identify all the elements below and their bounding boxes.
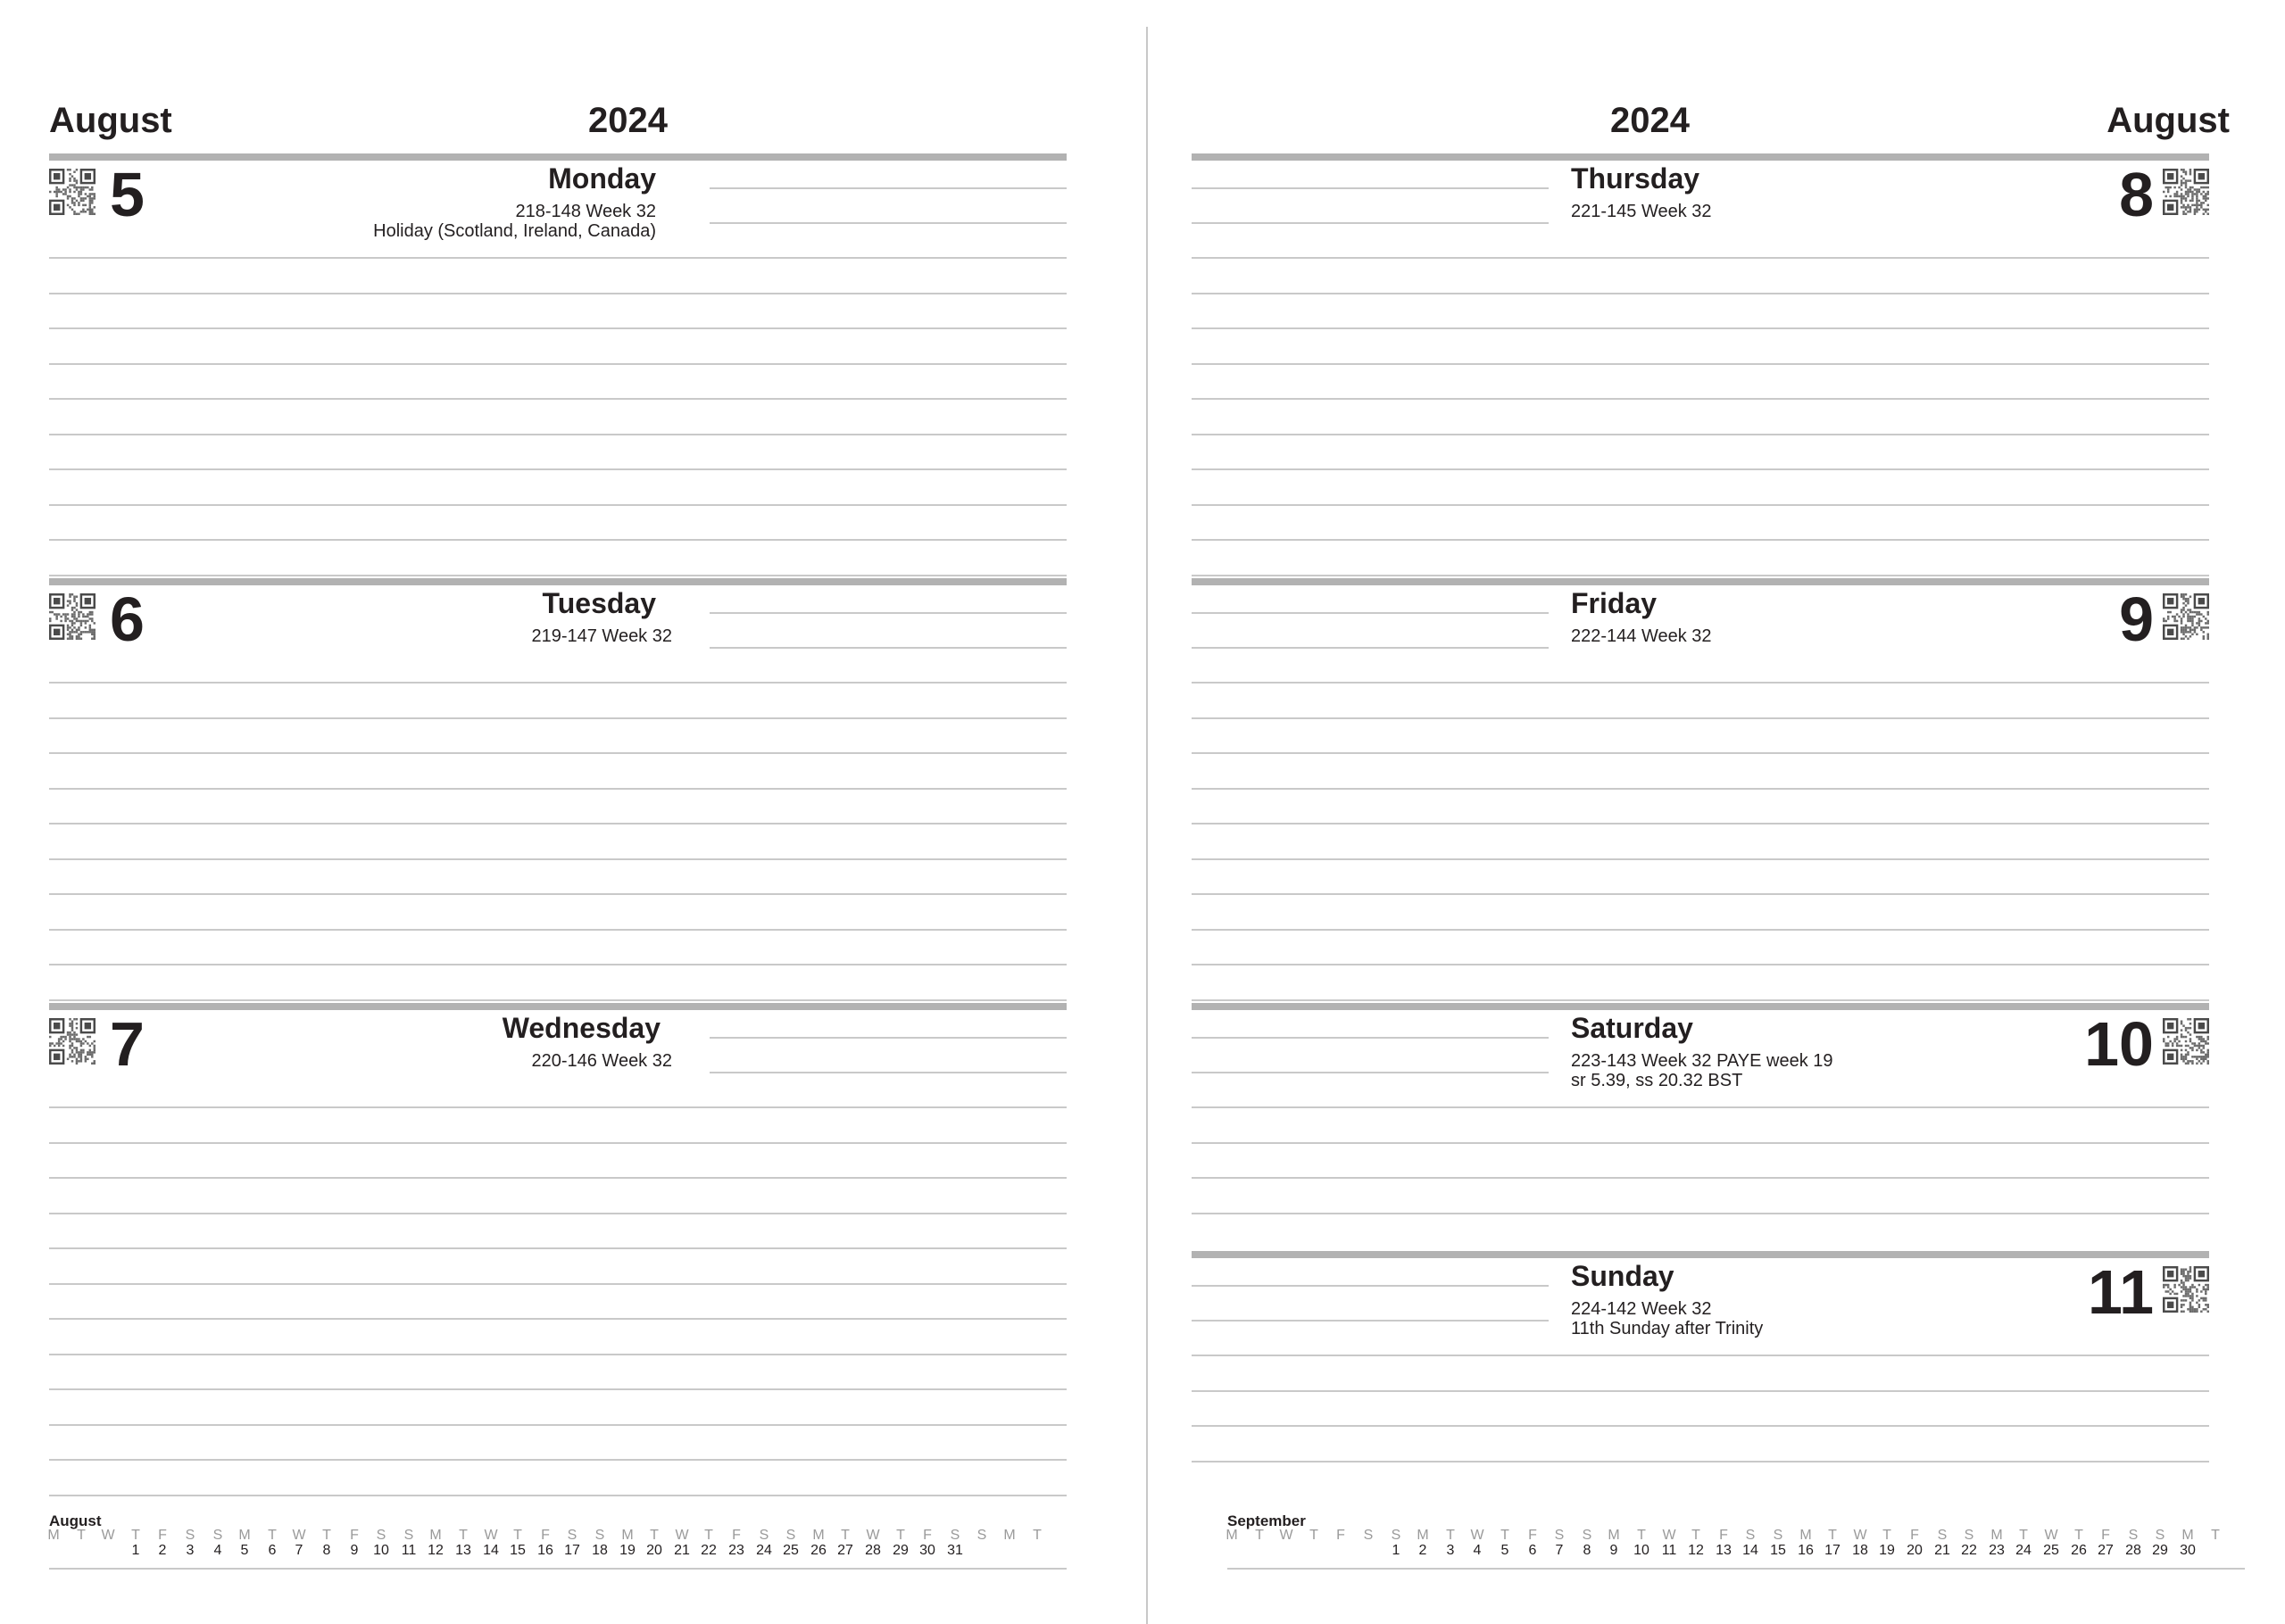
writing-line[interactable] [49,327,1067,329]
writing-line[interactable] [49,434,1067,435]
mini-calendar-weekday-letter: T [1033,1528,1042,1543]
day-block-thursday [1192,153,2209,578]
mini-calendar-date[interactable]: 11 [401,1543,417,1558]
writing-line-short[interactable] [1192,1072,1549,1073]
writing-line[interactable] [49,1495,1067,1496]
day-divider-bar [1192,1003,2209,1010]
mini-calendar-weekday-letter: S [1363,1528,1374,1543]
right-month-header: August [2106,101,2230,140]
writing-line[interactable] [49,1106,1067,1108]
mini-calendar-date[interactable]: 2 [158,1543,167,1558]
mini-calendar-weekday-letter: M [1608,1528,1620,1543]
day-block-sunday [1192,1251,2209,1499]
day-block-wednesday [49,1003,1067,1499]
mini-calendar-weekday-letter: T [1309,1528,1318,1543]
mini-calendar-date[interactable]: 29 [893,1543,909,1558]
writing-line-short[interactable] [710,647,1067,649]
mini-calendar-weekday-letter: W [292,1528,306,1543]
day-block-tuesday [49,578,1067,1003]
writing-line[interactable] [49,788,1067,790]
mini-calendar-date[interactable]: 23 [728,1543,744,1558]
mini-calendar-date[interactable]: 19 [1879,1543,1895,1558]
writing-line[interactable] [49,257,1067,259]
writing-line[interactable] [49,1318,1067,1320]
writing-line-short[interactable] [710,1072,1067,1073]
mini-calendar-weekday-letter: F [158,1528,167,1543]
writing-line[interactable] [49,1354,1067,1355]
mini-calendar-date[interactable]: 10 [373,1543,389,1558]
writing-line[interactable] [1192,504,2209,506]
day-name: Monday [548,162,656,195]
day-info: 220-146 Week 32 [531,1051,672,1071]
mini-calendar-date[interactable]: 3 [1446,1543,1455,1558]
mini-calendar-date[interactable]: 12 [1688,1543,1704,1558]
day-block-monday [49,153,1067,578]
mini-calendar-weekday-letter: F [541,1528,550,1543]
mini-calendar-date[interactable]: 7 [295,1543,303,1558]
day-info: 222-144 Week 32 [1571,626,1712,646]
writing-line-short[interactable] [710,1037,1067,1039]
day-divider-bar [1192,153,2209,161]
mini-calendar-date[interactable]: 15 [1770,1543,1786,1558]
mini-calendar-date[interactable]: 14 [1742,1543,1758,1558]
mini-calendar-date[interactable]: 4 [213,1543,222,1558]
qr-code-icon [49,593,96,640]
mini-calendar-weekday-letter: S [976,1528,987,1543]
mini-calendar-weekday-letter: S [2155,1528,2165,1543]
right-page [1142,0,2285,1615]
mini-calendar-date[interactable]: 26 [810,1543,827,1558]
day-name: Tuesday [542,587,656,619]
mini-calendar-date[interactable]: 21 [1934,1543,1950,1558]
writing-line[interactable] [49,575,1067,576]
day-number: 6 [110,584,145,654]
day-divider-bar [49,153,1067,161]
mini-calendar-date[interactable]: 25 [2043,1543,2059,1558]
mini-calendar-weekday-letter: S [403,1528,414,1543]
mini-calendar-weekday-letter: T [1882,1528,1891,1543]
mini-calendar-baseline [1227,1568,2245,1570]
mini-calendar-weekday-letter: S [950,1528,960,1543]
mini-calendar-weekday-letter: M [2181,1528,2194,1543]
mini-calendar-weekday-letter: S [1964,1528,1974,1543]
mini-calendar-date[interactable]: 26 [2071,1543,2087,1558]
writing-line[interactable] [49,1142,1067,1144]
day-info: 219-147 Week 32 [531,626,672,646]
mini-calendar-date[interactable]: 13 [455,1543,471,1558]
day-number: 10 [2084,1009,2154,1079]
mini-calendar-date[interactable]: 13 [1716,1543,1732,1558]
day-note: Holiday (Scotland, Ireland, Canada) [373,221,656,241]
mini-calendar-month: August [49,1512,102,1529]
qr-code-icon [49,169,96,215]
mini-calendar-weekday-letter: S [759,1528,769,1543]
writing-line-short[interactable] [710,222,1067,224]
writing-line[interactable] [49,1283,1067,1285]
mini-calendar-weekday-letter: S [785,1528,796,1543]
mini-calendar-baseline [49,1568,1067,1570]
writing-line-short[interactable] [1192,1037,1549,1039]
mini-calendar-weekday-letter: M [1417,1528,1429,1543]
day-info: 221-145 Week 32 [1571,202,1712,221]
left-month-header: August [49,101,172,140]
mini-calendar-weekday-letter: T [704,1528,713,1543]
mini-calendar-date[interactable]: 6 [268,1543,277,1558]
mini-calendar-date[interactable]: 22 [701,1543,717,1558]
mini-calendar-weekday-letter: T [841,1528,850,1543]
mini-calendar-weekday-letter: W [1853,1528,1867,1543]
day-note: sr 5.39, ss 20.32 BST [1571,1071,1743,1090]
mini-calendar-weekday-letter: S [212,1528,223,1543]
mini-calendar-date[interactable]: 18 [1852,1543,1868,1558]
writing-line[interactable] [49,539,1067,541]
mini-calendar-weekday-letter: F [350,1528,359,1543]
mini-calendar-weekday-letter: W [101,1528,115,1543]
writing-line[interactable] [1192,293,2209,294]
writing-line[interactable] [49,682,1067,684]
mini-calendar-date[interactable]: 6 [1528,1543,1537,1558]
mini-calendar-date[interactable]: 27 [2098,1543,2114,1558]
qr-code-icon [49,1018,96,1065]
writing-line[interactable] [1192,788,2209,790]
mini-calendar-date[interactable]: 30 [919,1543,935,1558]
day-name: Saturday [1571,1012,1693,1044]
mini-calendar-date[interactable]: 10 [1633,1543,1649,1558]
mini-calendar-weekday-letter: M [238,1528,251,1543]
mini-calendar-weekday-letter: T [77,1528,86,1543]
mini-calendar-september [1227,1512,2245,1570]
mini-calendar-weekday-letter: W [1662,1528,1676,1543]
mini-calendar-date[interactable]: 14 [483,1543,499,1558]
mini-calendar-weekday-letter: F [2101,1528,2110,1543]
mini-calendar-weekday-letter: T [513,1528,522,1543]
writing-line[interactable] [49,504,1067,506]
writing-line[interactable] [49,1177,1067,1179]
mini-calendar-weekday-letter: T [896,1528,905,1543]
writing-line[interactable] [1192,999,2209,1001]
writing-line-short[interactable] [1192,222,1549,224]
writing-line[interactable] [49,752,1067,754]
mini-calendar-date[interactable]: 28 [865,1543,881,1558]
day-divider-bar [1192,1251,2209,1258]
mini-calendar-weekday-letter: T [1255,1528,1264,1543]
mini-calendar-date[interactable]: 16 [537,1543,553,1558]
mini-calendar-date[interactable]: 5 [240,1543,249,1558]
writing-line[interactable] [49,823,1067,824]
writing-line[interactable] [49,1247,1067,1249]
mini-calendar-date[interactable]: 4 [1473,1543,1482,1558]
qr-code-icon [2163,1018,2209,1065]
writing-line[interactable] [49,964,1067,965]
writing-line[interactable] [1192,1177,2209,1179]
qr-code-icon [2163,593,2209,640]
mini-calendar-weekday-letter: W [675,1528,689,1543]
mini-calendar-weekday-letter: F [923,1528,932,1543]
writing-line[interactable] [1192,682,2209,684]
mini-calendar-date[interactable]: 20 [1907,1543,1923,1558]
writing-line[interactable] [49,363,1067,365]
day-number: 7 [110,1009,145,1079]
mini-calendar-weekday-letter: W [1470,1528,1484,1543]
writing-line-short[interactable] [1192,1285,1549,1287]
mini-calendar-date[interactable]: 24 [2015,1543,2032,1558]
day-number: 9 [2119,584,2154,654]
mini-calendar-weekday-letter: S [376,1528,386,1543]
mini-calendar-date[interactable]: 28 [2125,1543,2141,1558]
mini-calendar-weekday-letter: T [2019,1528,2028,1543]
day-name: Sunday [1571,1260,1674,1292]
writing-line-short[interactable] [1192,647,1549,649]
writing-line[interactable] [1192,1461,2209,1462]
writing-line[interactable] [49,929,1067,931]
mini-calendar-weekday-letter: M [1226,1528,1238,1543]
mini-calendar-weekday-letter: T [268,1528,277,1543]
day-divider-bar [49,1003,1067,1010]
mini-calendar-weekday-letter: F [1336,1528,1345,1543]
writing-line[interactable] [1192,1142,2209,1144]
left-year-header: 2024 [588,101,668,140]
mini-calendar-weekday-letter: W [484,1528,498,1543]
writing-line[interactable] [49,858,1067,860]
mini-calendar-weekday-letter: T [131,1528,140,1543]
day-number: 5 [110,160,145,229]
mini-calendar-weekday-letter: T [1637,1528,1646,1543]
mini-calendar-date[interactable]: 12 [428,1543,444,1558]
day-note: 11th Sunday after Trinity [1571,1319,1764,1338]
mini-calendar-date[interactable]: 5 [1500,1543,1509,1558]
mini-calendar-weekday-letter: F [1910,1528,1919,1543]
mini-calendar-date[interactable]: 1 [131,1543,140,1558]
mini-calendar-weekday-letter: M [621,1528,634,1543]
mini-calendar-weekday-letter: W [1279,1528,1293,1543]
mini-calendar-date[interactable]: 19 [619,1543,636,1558]
mini-calendar-weekday-letter: T [1446,1528,1455,1543]
mini-calendar-date[interactable]: 27 [837,1543,853,1558]
writing-line[interactable] [1192,575,2209,576]
right-year-header: 2024 [1610,101,1690,140]
mini-calendar-weekday-letter: T [2211,1528,2220,1543]
writing-line[interactable] [49,1213,1067,1214]
mini-calendar-date[interactable]: 21 [674,1543,690,1558]
mini-calendar-date[interactable]: 15 [510,1543,526,1558]
mini-calendar-date[interactable]: 25 [783,1543,799,1558]
mini-calendar-date[interactable]: 17 [564,1543,580,1558]
writing-line[interactable] [49,717,1067,719]
mini-calendar-date[interactable]: 22 [1961,1543,1977,1558]
qr-code-icon [2163,1266,2209,1313]
writing-line[interactable] [1192,398,2209,400]
writing-line[interactable] [49,999,1067,1001]
mini-calendar-weekday-letter: T [650,1528,659,1543]
mini-calendar-date[interactable]: 1 [1392,1543,1400,1558]
day-block-saturday [1192,1003,2209,1251]
day-number: 11 [2088,1257,2154,1327]
mini-calendar-weekday-letter: S [1745,1528,1756,1543]
mini-calendar-weekday-letter: T [322,1528,331,1543]
mini-calendar-date[interactable]: 9 [1609,1543,1618,1558]
mini-calendar-date[interactable]: 24 [756,1543,772,1558]
mini-calendar-weekday-letter: W [2044,1528,2058,1543]
left-page [0,0,1142,1615]
mini-calendar-date[interactable]: 18 [592,1543,608,1558]
writing-line[interactable] [49,468,1067,470]
mini-calendar-weekday-letter: M [1799,1528,1812,1543]
mini-calendar-date[interactable]: 30 [2180,1543,2196,1558]
mini-calendar-date[interactable]: 2 [1418,1543,1427,1558]
writing-line[interactable] [1192,327,2209,329]
mini-calendar-date[interactable]: 8 [1583,1543,1591,1558]
mini-calendar-date[interactable]: 9 [350,1543,359,1558]
day-divider-bar [1192,578,2209,585]
writing-line[interactable] [1192,363,2209,365]
writing-line[interactable] [49,893,1067,895]
mini-calendar-weekday-letter: M [429,1528,442,1543]
day-info: 223-143 Week 32 PAYE week 19 [1571,1051,1833,1071]
mini-calendar-weekday-letter: F [732,1528,741,1543]
writing-line-short[interactable] [710,612,1067,614]
mini-calendar-weekday-letter: F [1528,1528,1537,1543]
writing-line[interactable] [1192,1390,2209,1392]
writing-line[interactable] [1192,1355,2209,1356]
mini-calendar-august [49,1512,1067,1570]
writing-line[interactable] [49,1424,1067,1426]
writing-line-short[interactable] [1192,187,1549,189]
mini-calendar-weekday-letter: S [1391,1528,1401,1543]
mini-calendar-weekday-letter: W [866,1528,880,1543]
writing-line[interactable] [1192,858,2209,860]
day-number: 8 [2119,160,2154,229]
writing-line[interactable] [1192,1213,2209,1214]
mini-calendar-weekday-letter: S [1582,1528,1592,1543]
writing-line[interactable] [49,293,1067,294]
mini-calendar-weekday-letter: M [1003,1528,1016,1543]
writing-line[interactable] [49,1388,1067,1390]
writing-line[interactable] [49,1459,1067,1461]
writing-line[interactable] [1192,893,2209,895]
mini-calendar-weekday-letter: M [812,1528,825,1543]
writing-line[interactable] [1192,257,2209,259]
mini-calendar-date[interactable]: 7 [1555,1543,1564,1558]
mini-calendar-date[interactable]: 29 [2152,1543,2168,1558]
mini-calendar-weekday-letter: F [1719,1528,1728,1543]
mini-calendar-weekday-letter: S [185,1528,195,1543]
mini-calendar-date[interactable]: 3 [186,1543,195,1558]
mini-calendar-weekday-letter: S [2128,1528,2139,1543]
day-name: Friday [1571,587,1658,619]
mini-calendar-weekday-letter: T [459,1528,468,1543]
mini-calendar-month: September [1227,1512,1306,1529]
writing-line[interactable] [1192,539,2209,541]
mini-calendar-weekday-letter: T [1828,1528,1837,1543]
mini-calendar-weekday-letter: T [2074,1528,2083,1543]
writing-line-short[interactable] [710,187,1067,189]
qr-code-icon [2163,169,2209,215]
mini-calendar-weekday-letter: S [594,1528,605,1543]
mini-calendar-weekday-letter: S [1773,1528,1783,1543]
writing-line[interactable] [1192,1425,2209,1427]
writing-line[interactable] [1192,752,2209,754]
day-info: 224-142 Week 32 [1571,1299,1712,1319]
mini-calendar-date[interactable]: 8 [322,1543,331,1558]
writing-line[interactable] [1192,964,2209,965]
writing-line[interactable] [1192,434,2209,435]
mini-calendar-date[interactable]: 11 [1661,1543,1677,1558]
writing-line[interactable] [1192,929,2209,931]
mini-calendar-date[interactable]: 23 [1989,1543,2005,1558]
mini-calendar-weekday-letter: T [1691,1528,1700,1543]
day-name: Wednesday [502,1012,661,1044]
writing-line[interactable] [1192,717,2209,719]
writing-line-short[interactable] [1192,1320,1549,1322]
day-block-friday [1192,578,2209,1003]
mini-calendar-weekday-letter: M [1990,1528,2003,1543]
day-info: 218-148 Week 32 [515,202,656,221]
writing-line-short[interactable] [1192,612,1549,614]
mini-calendar-date[interactable]: 20 [646,1543,662,1558]
mini-calendar-weekday-letter: S [1554,1528,1565,1543]
day-divider-bar [49,578,1067,585]
writing-line[interactable] [49,398,1067,400]
mini-calendar-weekday-letter: S [567,1528,577,1543]
mini-calendar-date[interactable]: 17 [1824,1543,1840,1558]
mini-calendar-weekday-letter: M [47,1528,60,1543]
mini-calendar-weekday-letter: S [1937,1528,1948,1543]
mini-calendar-date[interactable]: 31 [947,1543,963,1558]
writing-line[interactable] [1192,823,2209,824]
day-name: Thursday [1571,162,1700,195]
mini-calendar-date[interactable]: 16 [1798,1543,1814,1558]
writing-line[interactable] [1192,468,2209,470]
mini-calendar-weekday-letter: T [1500,1528,1509,1543]
writing-line[interactable] [1192,1106,2209,1108]
